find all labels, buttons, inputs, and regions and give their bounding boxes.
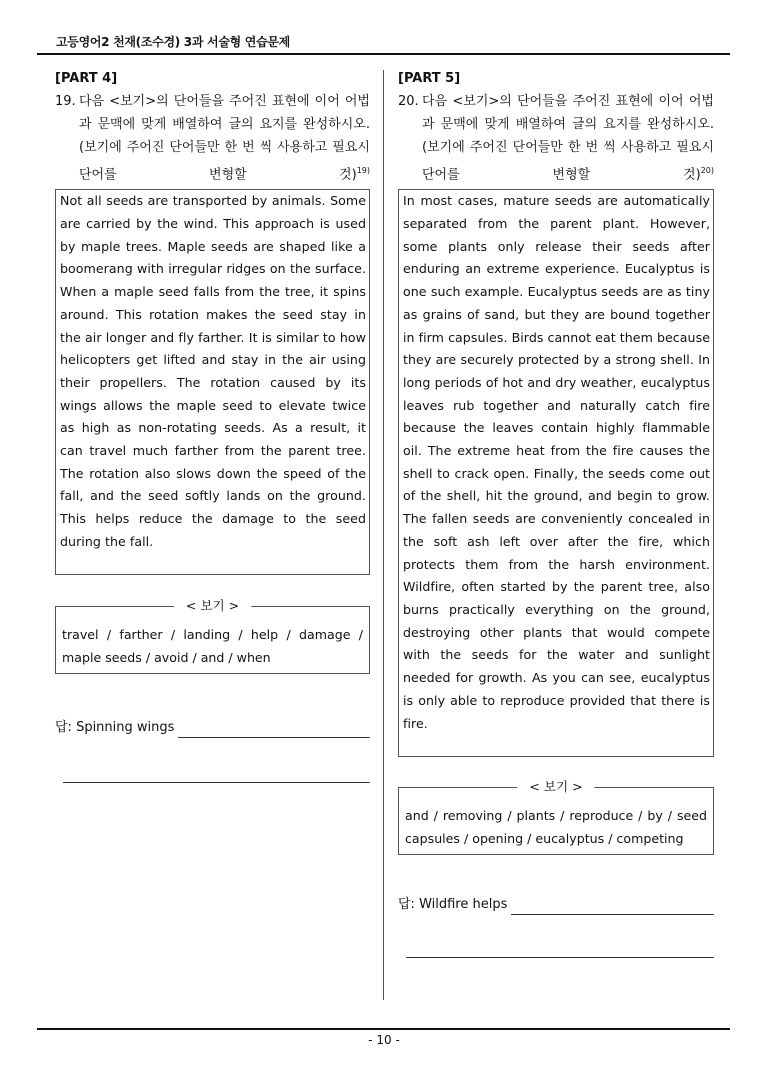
- answer-prefix: 답: Wildfire helps: [398, 897, 508, 913]
- passage-box: In most cases, mature seeds are automatically separated from the parent plant. However, some plants only release their seeds after enduring an extreme experience. Eucalyptus is one such example. Eucalyptus seeds are as tiny as grains of sand, but they are bound together in firm capsules. Birds cannot eat them because they are securely protected by a strong shell. In long periods of hot and dry weather, eucalyptus leaves rub together and naturally catch fire because the leaves contain highly flammable oil. The extreme heat from the fire causes the shell to crack open. Finally, the seeds come out of the shell, hit the ground, and begin to grow. The fallen seeds are conveniently concealed in the soft ash left over after the fire, which protects them from the harsh environment. Wildfire, often started by the parent tree, also burns practically everything on the ground, destroying other plants that would compete with the seeds for the water and sunlight needed for growth. As you can see, eucalyptus is only able to reproduce provided that there is fire.: [398, 189, 714, 757]
- bogi-box: [55, 598, 370, 674]
- part-label: [PART 5]: [398, 71, 461, 86]
- left-column: [55, 70, 370, 783]
- footer-rule: [37, 1028, 730, 1030]
- answer-row: [398, 895, 714, 915]
- header-title: 고등영어2 천재(조수경) 3과 서술형 연습문제: [56, 35, 290, 49]
- bogi-box: [398, 779, 714, 855]
- bogi-title: < 보기 >: [174, 596, 251, 616]
- question-instruction: 다음 <보기>의 단어들을 주어진 표현에 이어 어법과 문맥에 맞게 배열하여 글의 요지를 완성하시오. (보기에 주어진 단어들만 한 번 씩 사용하고 필요시 단어를 변형할 것)$^{19)}$: [79, 94, 370, 183]
- page-number: - 10 -: [368, 1033, 400, 1047]
- question-instruction: 다음 <보기>의 단어들을 주어진 표현에 이어 어법과 문맥에 맞게 배열하여 글의 요지를 완성하시오. (보기에 주어진 단어들만 한 번 씩 사용하고 필요시 단어를 변형할 것)$^{20)}$: [422, 94, 714, 183]
- footnote-marker: 19): [356, 166, 370, 175]
- answer-blank-second[interactable]: [406, 957, 714, 958]
- passage-box: Not all seeds are transported by animals. Some are carried by the wind. This approach is used by maple trees. Maple seeds are shaped like a boomerang with irregular ridges on the surface. When a maple seed falls from the tree, it spins around. This rotation makes the seed stay in the air longer and fly farther. It is similar to how helicopters get lifted and stay in the air using their propellers. The rotation caused by its wings allows the maple seed to elevate twice as high as non-rotating seeds. As a result, it can travel much farther from the parent tree. The rotation also slows down the speed of the fall, and the seed softly lands on the ground. This helps reduce the damage to the seed during the fall.: [55, 189, 370, 575]
- question-number: 20.: [398, 94, 419, 109]
- bogi-words: travel / farther / landing / help / damage / maple seeds / avoid / and / when: [62, 627, 363, 666]
- footnote-marker: 20): [700, 166, 714, 175]
- bogi-words: and / removing / plants / reproduce / by / seed capsules / opening / eucalyptus / competing: [405, 808, 707, 847]
- answer-row: [55, 718, 370, 738]
- part-label: [PART 4]: [55, 71, 118, 86]
- bogi-title: < 보기 >: [517, 777, 594, 797]
- question: [398, 90, 714, 186]
- question-number: 19.: [55, 94, 76, 109]
- answer-blank[interactable]: [178, 723, 370, 738]
- question: [55, 90, 370, 186]
- answer-blank[interactable]: [511, 900, 714, 915]
- answer-prefix: 답: Spinning wings: [55, 720, 175, 736]
- right-column: [398, 70, 714, 958]
- answer-blank-second[interactable]: [63, 782, 370, 783]
- header-rule: [37, 53, 730, 55]
- column-divider: [383, 70, 384, 1000]
